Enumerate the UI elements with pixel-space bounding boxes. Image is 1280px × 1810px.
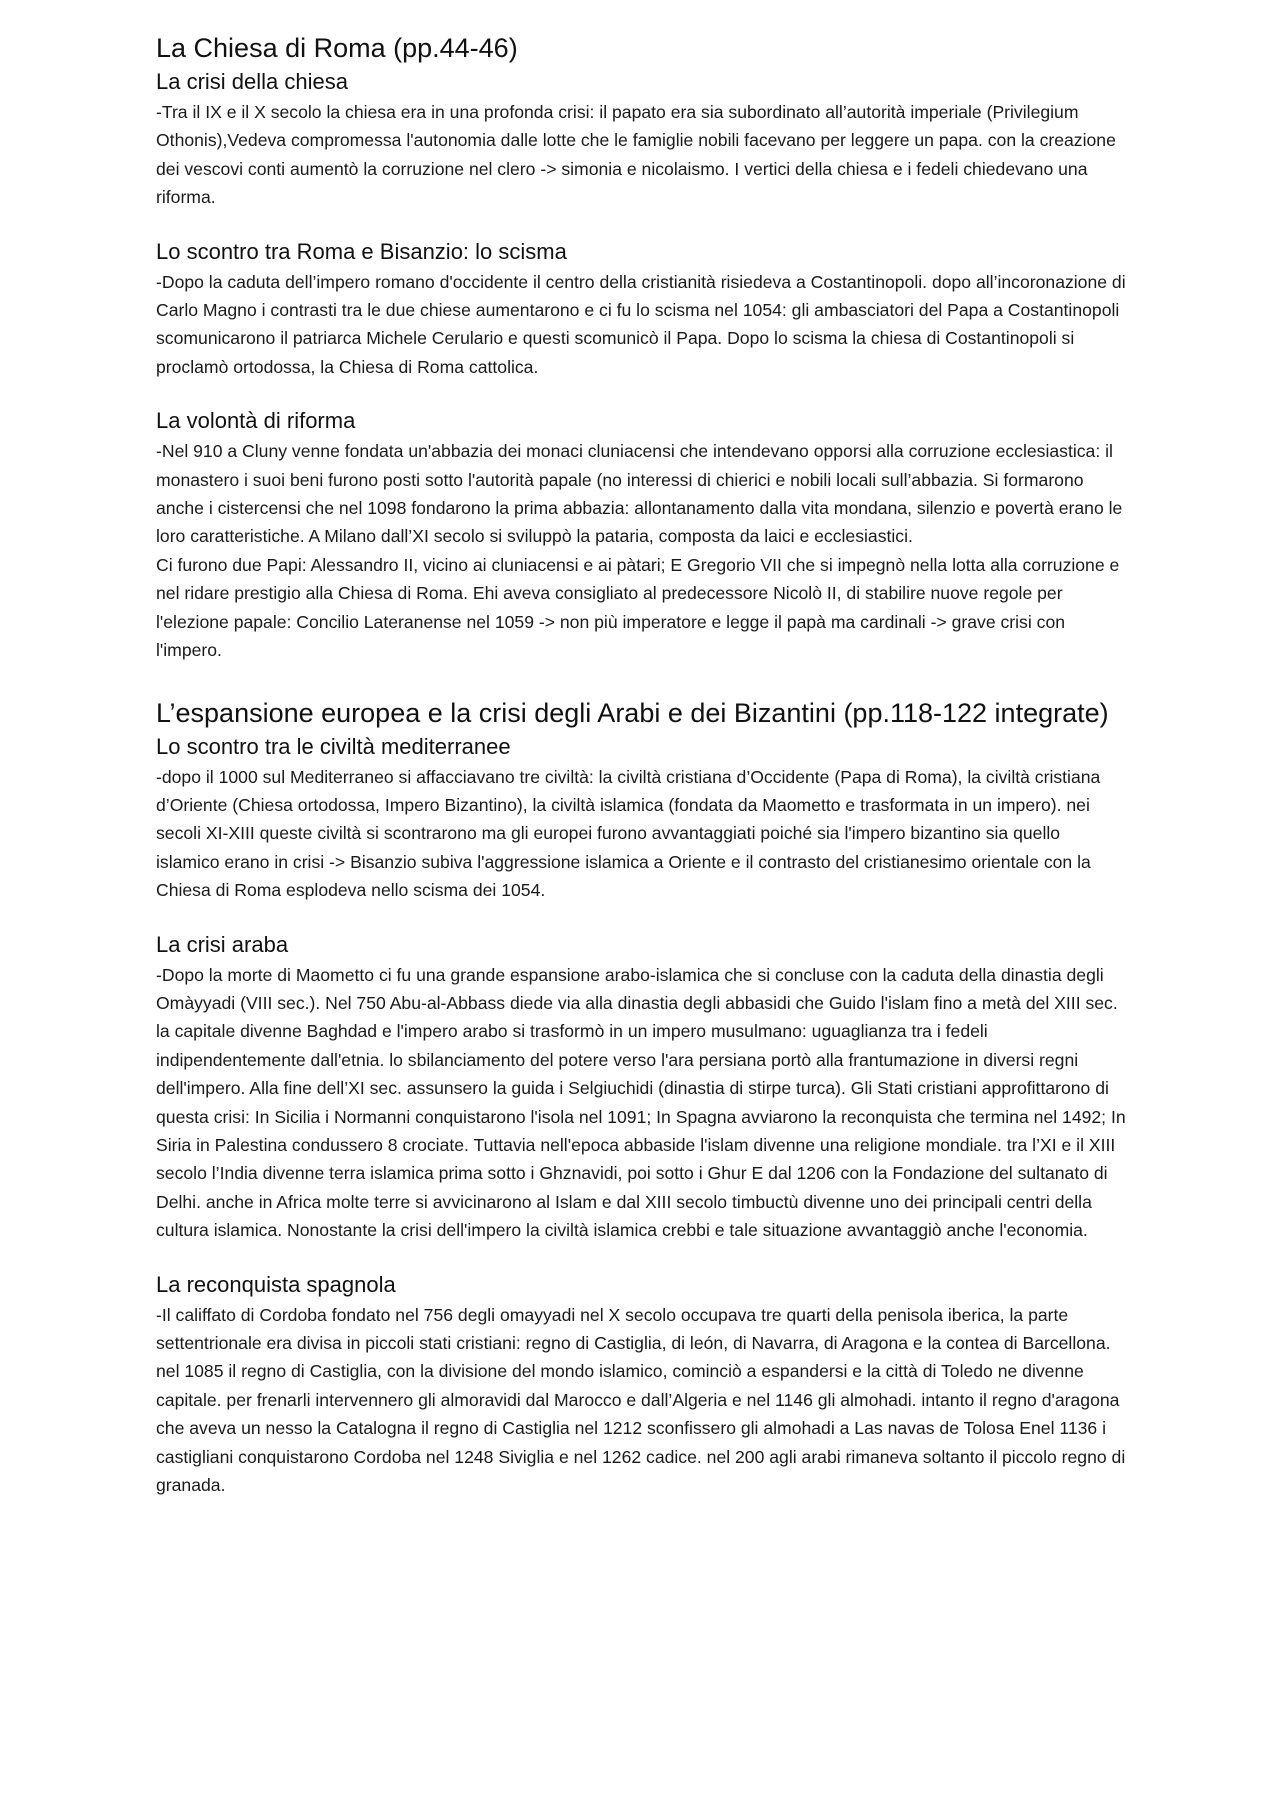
heading-volonta-di-riforma: La volontà di riforma — [156, 408, 356, 434]
spacer — [156, 1245, 1126, 1269]
paragraph-scisma: -Dopo la caduta dell’impero romano d'occidente il centro della cristianità risiedeva a Costantinopoli. dopo all’incoronazione di Carlo Magno i contrasti tra le due chiese aumentarono e ci fu lo scisma nel 1054: gli ambasciatori del Papa a Costantinopoli scomunicarono il patriarca Michele Cerulario e questi scomunicò il Papa. Dopo lo scisma la chiesa di Costantinopoli si proclamò ortodossa, la Chiesa di Roma cattolica. — [156, 271, 1126, 377]
heading-reconquista-spagnola: La reconquista spagnola — [156, 1271, 396, 1297]
heading-crisi-araba: La crisi araba — [156, 931, 289, 957]
heading-scisma: Lo scontro tra Roma e Bisanzio: lo scisma — [156, 238, 567, 264]
heading-scontro-civilta: Lo scontro tra le civiltà mediterranee — [156, 733, 511, 759]
section-title-espansione-europea: L’espansione europea e la crisi degli Arabi e dei Bizantini (pp.118-122 integrate) — [156, 697, 1109, 728]
paragraph-volonta-di-riforma-1: -Nel 910 a Cluny venne fondata un'abbazia dei monaci cluniacensi che intendevano opporsi alla corruzione ecclesiastica: il monastero i suoi beni furono posti sotto l'autorità papale (no interessi di chierici e nobili locali sull’abbazia. Si formarono anche i cistercensi che nel 1098 fondarono la prima abbazia: allontanamento dalla vita mondana, silenzio e povertà erano le loro caratteristiche. A Milano dall’XI secolo si sviluppò la pataria, composta da laici e ecclesiastici. — [156, 441, 1123, 547]
paragraph-crisi-araba: -Dopo la morte di Maometto ci fu una grande espansione arabo-islamica che si concluse con la caduta della dinastia degli Omàyyadi (VIII sec.). Nel 750 Abu-al-Abbass diede via alla dinastia degli abbasidi che Guido l'islam fino a metà del XIII sec. la capitale divenne Baghdad e l'impero arabo si trasformò in un impero musulmano: uguaglianza tra i fedeli indipendentemente dall'etnia. lo sbilanciamento del potere verso l'ara persiana portò alla frantumazione in diversi regni dell'impero. Alla fine dell’XI sec. assunsero la guida i Selgiuchidi (dinastia di stirpe turca). Gli Stati cristiani approfittarono di questa crisi: In Sicilia i Normanni conquistarono l'isola nel 1091; In Spagna avviarono la reconquista che termina nel 1492; In Siria in Palestina condussero 8 crociate. Tuttavia nell'epoca abbaside l'islam divenne una religione mondiale. tra l’XI e il XIII secolo l’India divenne terra islamica prima sotto i Ghznavidi, poi sotto i Ghur E dal 1206 con la Fondazione del sultanato di Delhi. anche in Africa molte terre si avvicinarono al Islam e dal XIII secolo timbuctù divenne uno dei principali centri della cultura islamica. Nonostante la crisi dell'impero la civiltà islamica crebbi e tale situazione avvantaggiò anche l'economia. — [156, 964, 1126, 1241]
spacer — [156, 381, 1126, 405]
paragraph-crisi-della-chiesa: -Tra il IX e il X secolo la chiesa era in una profonda crisi: il papato era sia subordinato all’autorità imperiale (Privilegium Othonis),Vedeva compromessa l'autonomia dalle lotte che le famiglie nobili facevano per leggere un papa. con la creazione dei vescovi conti aumentò la corruzione nel clero -> simonia e nicolaismo. I vertici della chiesa e i fedeli chiedevano una riforma. — [156, 102, 1116, 208]
paragraph-scontro-civilta: -dopo il 1000 sul Mediterraneo si affacciavano tre civiltà: la civiltà cristiana d’Occidente (Papa di Roma), la civiltà cristiana d’Oriente (Chiesa ortodossa, Impero Bizantino), la civiltà islamica (fondata da Maometto e trasformata in un impero). nei secoli XI-XIII queste civiltà si scontrarono ma gli europei furono avvantaggiati poiché sia l'impero bizantino sia quello islamico erano in crisi -> Bisanzio subiva l'aggressione islamica a Oriente e il contrasto del cristianesimo orientale con la Chiesa di Roma esplodeva nello scisma dei 1054. — [156, 766, 1101, 901]
spacer — [156, 665, 1126, 695]
spacer — [156, 905, 1126, 929]
section-title-chiesa-di-roma: La Chiesa di Roma (pp.44-46) — [156, 33, 518, 63]
document-page — [156, 30, 1126, 1499]
heading-crisi-della-chiesa: La crisi della chiesa — [156, 69, 348, 94]
paragraph-reconquista-spagnola: -Il califfato di Cordoba fondato nel 756 degli omayyadi nel X secolo occupava tre quarti della penisola iberica, la parte settentrionale era divisa in piccoli stati cristiani: regno di Castiglia, di león, di Navarra, di Aragona e la contea di Barcellona. nel 1085 il regno di Castiglia, con la divisione del mondo islamico, cominciò a espandersi e la città di Toledo ne divenne capitale. per frenarli intervennero gli almoravidi dal Marocco e dall’Algeria e nel 1146 gli almohadi. intanto il regno d'aragona che aveva un nesso la Catalogna il regno di Castiglia nel 1212 sconfissero gli almohadi a Las navas de Tolosa Enel 1136 i castigliani conquistarono Cordoba nel 1248 Siviglia e nel 1262 cadice. nel 200 agli arabi rimaneva soltanto il piccolo regno di granada. — [156, 1304, 1126, 1496]
spacer — [156, 212, 1126, 236]
paragraph-volonta-di-riforma-2: Ci furono due Papi: Alessandro II, vicino ai cluniacensi e ai pàtari; E Gregorio VII che si impegnò nella lotta alla corruzione e nel ridare prestigio alla Chiesa di Roma. Ehi aveva consigliato al predecessore Nicolò II, di stabilire nuove regole per l'elezione papale: Concilio Lateranense nel 1059 -> non più imperatore e legge il papà ma cardinali -> grave crisi con l'impero. — [156, 554, 1120, 661]
